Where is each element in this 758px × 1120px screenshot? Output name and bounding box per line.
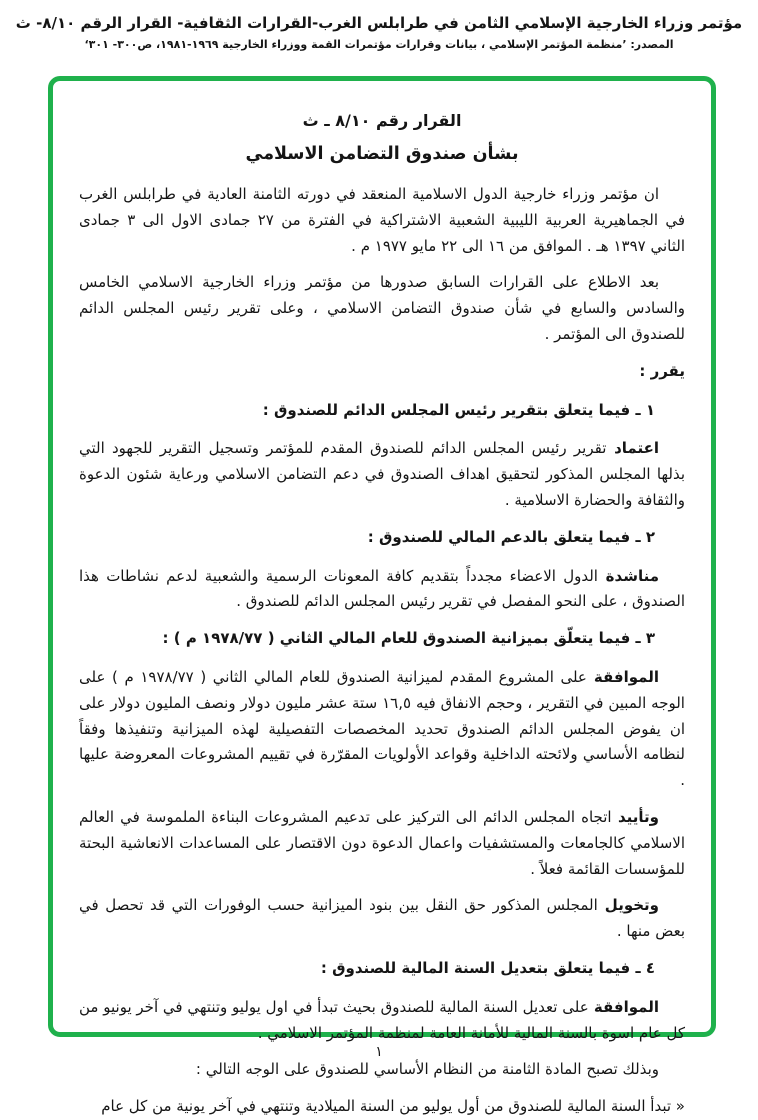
paragraph-lead-word: الموافقة — [586, 667, 660, 686]
paragraph: الموافقة على المشروع المقدم لميزانية الصندوق للعام المالي الثاني ( ١٩٧٨/٧٧ م ) على الوجه المبين في التقرير ، وحجم الانفاق فيه ١٦,٥ ستة عشر مليون دولار ونصف المليون دولار على ان يفوض المجلس الدائم الصندوق تحديد المخصصات التفصيلية لهذه الميزانية وتنفيذها وفقاً لنظامه الأساسي ولائحته الداخلية وقواعد الأولويات المقرّرة في تقييم المشروعات المعروضة عليها . — [79, 667, 685, 790]
paragraph: « تبدأ السنة المالية للصندوق من أول يوليو من السنة الميلادية وتنتهي في آخر يونية من كل عام — [101, 1097, 685, 1116]
header-title-line: مؤتمر وزراء الخارجية الإسلامي الثامن في طرابلس الغرب-القرارات الثقافية- القرار الرقم ٨/١٠- ث — [15, 14, 743, 32]
paragraph: مناشدة الدول الاعضاء مجدداً بتقديم كافة المعونات الرسمية والشعبية لدعم نشاطات هذا الصندوق ، على النحو المفصل في تقرير رئيس المجلس الدائم للصندوق . — [79, 566, 685, 611]
paragraph: اعتماد تقرير رئيس المجلس الدائم للصندوق المقدم للمؤتمر وتسجيل التقرير للجهود التي بذلها المجلس المذكور لتحقيق اهداف الصندوق في دعم التضامن الاسلامي ورعاية شئون الدعوة والثقافة والحضارة الاسلامية . — [79, 439, 685, 509]
resolution-number-title: القرار رقم ٨/١٠ ـ ث — [302, 111, 462, 130]
section-heading: ٣ ـ فيما يتعلّق بميزانية الصندوق للعام المالي الثاني ( ١٩٧٨/٧٧ م ) : — [162, 629, 655, 648]
paragraph: يقرر : — [639, 361, 685, 380]
paragraph: وتخويل المجلس المذكور حق النقل بين بنود الميزانية حسب الوفورات التي قد تحصل في بعض منها . — [79, 896, 685, 941]
resolution-subject-title: بشأن صندوق التضامن الاسلامي — [245, 144, 519, 164]
paragraph-lead-word: اعتماد — [606, 439, 659, 458]
paragraph: الموافقة على تعديل السنة المالية للصندوق بحيث تبدأ في اول يوليو وتنتهي في آخر يونيو من كل عام اسوة بالسنة المالية للأمانة العامة لمنظمة المؤتمر الاسلامي . — [79, 997, 685, 1042]
section-heading: ١ ـ فيما يتعلق بتقرير رئيس المجلس الدائم للصندوق : — [262, 400, 655, 419]
resolution-body — [79, 182, 685, 1120]
paragraph: ان مؤتمر وزراء خارجية الدول الاسلامية المنعقد في دورته الثامنة العادية في طرابلس الغرب في الجماهيرية العربية الليبية الشعبية الاشتراكية في الفترة من ٢٧ جمادى الاول الى ٣ جمادى الثاني ١٣٩٧ هـ . الموافق من ١٦ الى ٢٢ مايو ١٩٧٧ م . — [79, 185, 686, 255]
paragraph-lead-word: وتأييد — [611, 807, 660, 826]
paragraph-lead-word: الموافقة — [588, 997, 659, 1016]
header-source-line: المصدر: ’منظمة المؤتمر الإسلامي ، بيانات وقرارات مؤتمرات القمة ووزراء الخارجية ١٩٦٩-١٩٨١، ص٣٠٠- ٣٠١‘ — [84, 37, 674, 51]
paragraph: وبذلك تصبح المادة الثامنة من النظام الأساسي للصندوق على الوجه التالي : — [195, 1060, 659, 1079]
paragraph: بعد الاطلاع على القرارات السابق صدورها من مؤتمر وزراء الخارجية الاسلامي الخامس والسادس والسابع في شأن صندوق التضامن الاسلامي ، وعلى تقرير رئيس المجلس الدائم للصندوق الى المؤتمر . — [79, 273, 685, 343]
section-heading: ٢ ـ فيما يتعلق بالدعم المالي للصندوق : — [367, 527, 655, 546]
page-number: ١ — [375, 1044, 383, 1060]
paragraph: وتأييد اتجاه المجلس الدائم الى التركيز على تدعيم المشروعات البناءة الملموسة في العالم الاسلامي كالجامعات والمستشفيات واعمال الدعوة دون الاقتصار على المساعدات الانعاشية البحتة للمؤسسات القائمة فعلاً . — [79, 807, 685, 878]
section-heading: ٤ ـ فيما يتعلق بتعديل السنة المالية للصندوق : — [320, 958, 655, 977]
green-border-frame — [48, 76, 716, 1116]
document-header — [0, 12, 758, 53]
paragraph-lead-word: وتخويل — [597, 896, 659, 915]
paragraph-lead-word: مناشدة — [597, 566, 659, 585]
